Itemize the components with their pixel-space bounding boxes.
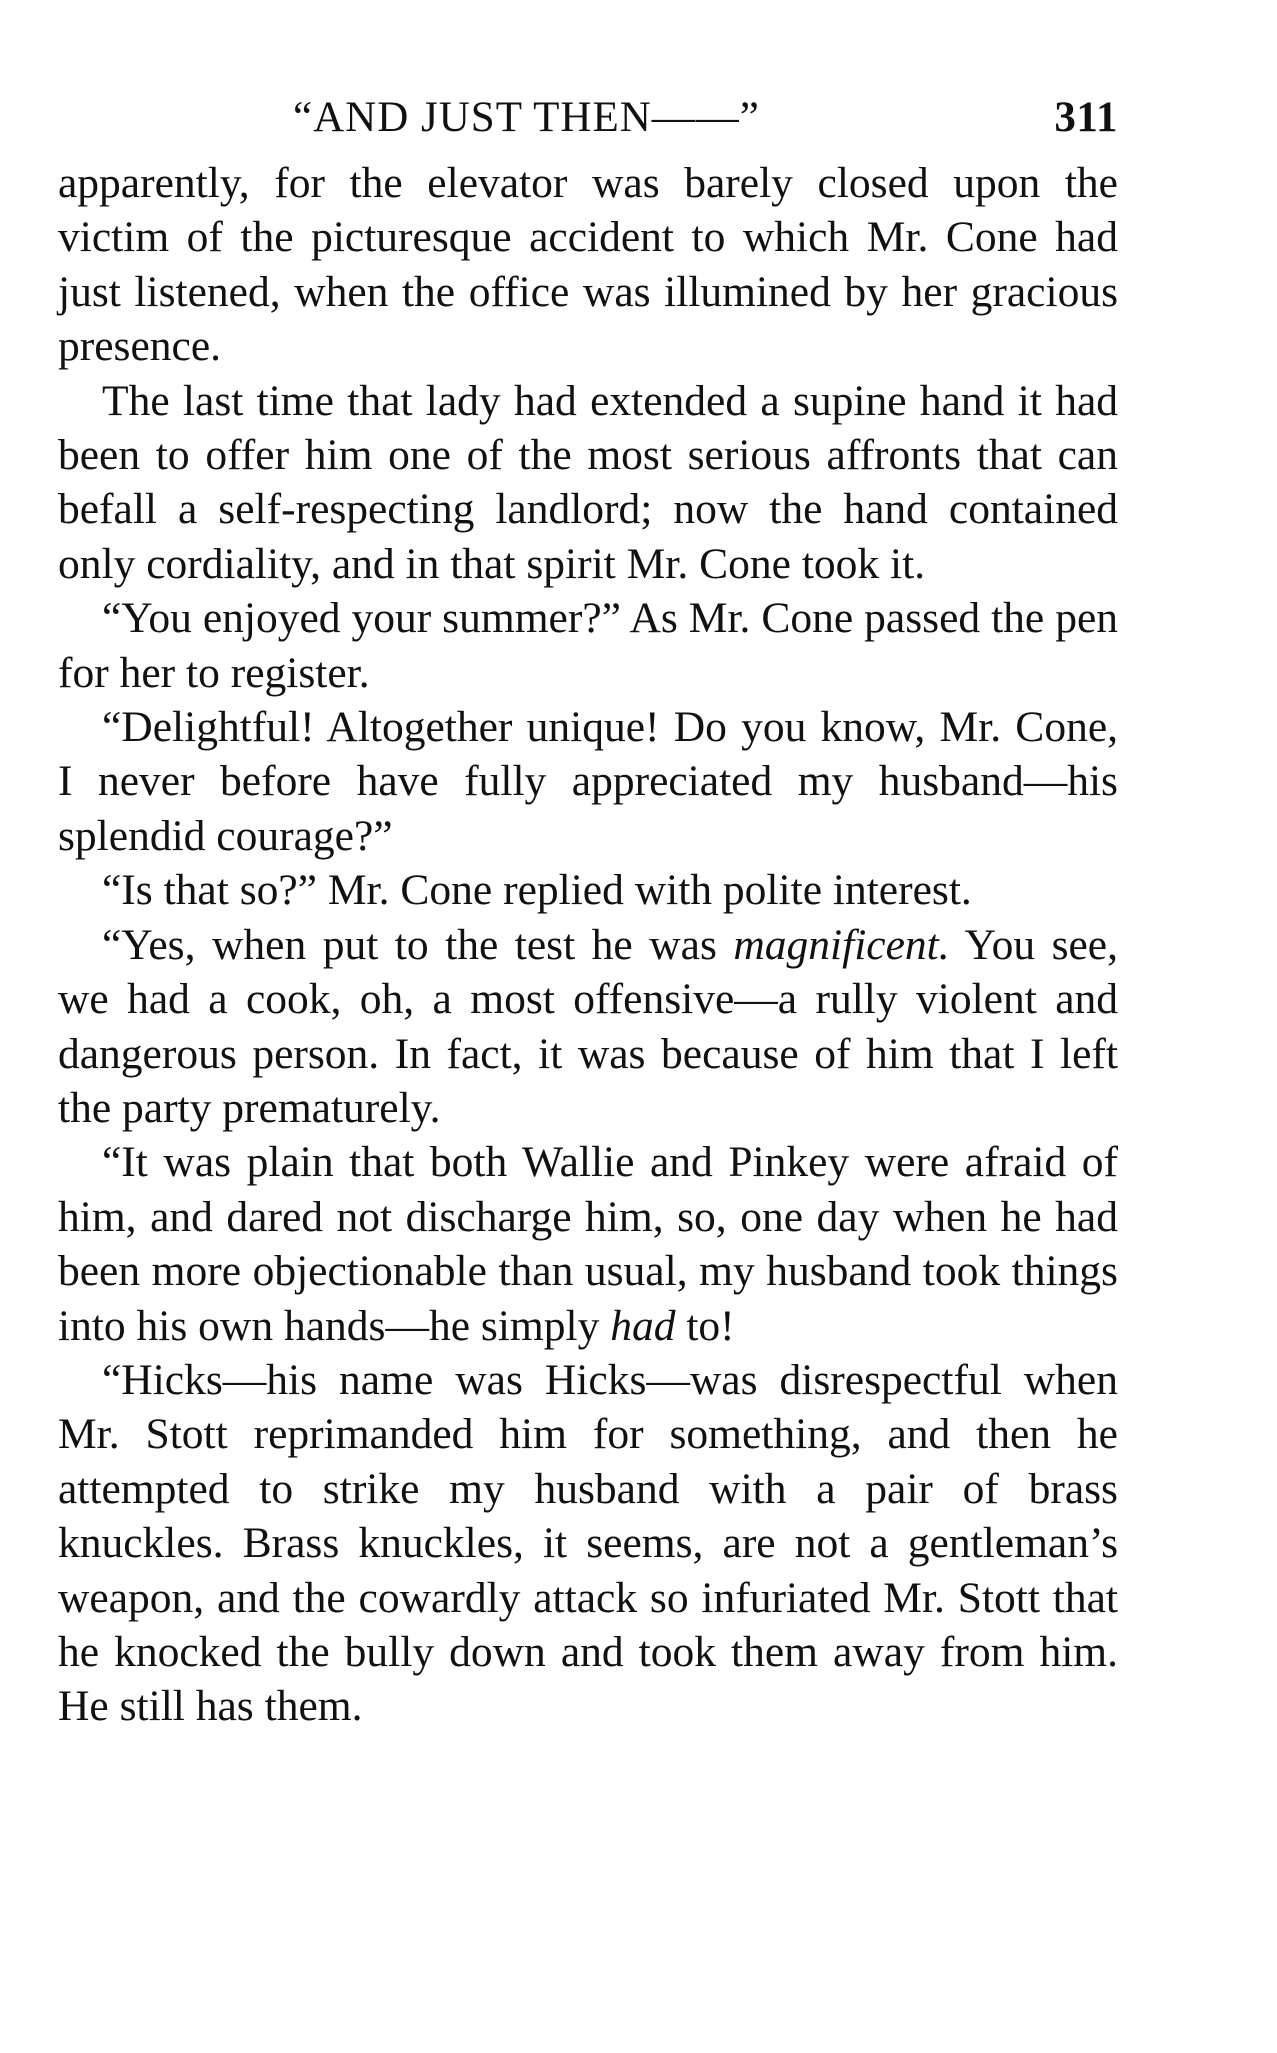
paragraph: “Delightful! Altogether unique! Do you know, Mr. Cone, I never before have fully appreciated my husband—his splendid courage?” [58, 703, 1118, 860]
book-page [58, 88, 1118, 1734]
paragraph [58, 1135, 1118, 1353]
page-number: 311 [1054, 94, 1118, 141]
paragraph: “You enjoyed your summer?” As Mr. Cone passed the pen for her to register. [58, 594, 1118, 697]
body-text [58, 156, 1118, 1734]
paragraph-continued: apparently, for the elevator was barely closed upon the victim of the picturesque accident to which Mr. Cone had just listened, when the office was illumined by her gracious presence. [58, 159, 1118, 371]
text-span: “Yes, when put to the test he was [102, 920, 734, 969]
paragraph [58, 918, 1118, 1136]
paragraph: The last time that lady had extended a supine hand it had been to offer him one of the most serious affronts that can befall a self-respecting landlord; now the hand contained only cordiality, and in that spirit Mr. Cone took it. [58, 376, 1118, 588]
paragraph: “Hicks—his name was Hicks—was disrespectful when Mr. Stott reprimanded him for something, and then he attempted to strike my husband with a pair of brass knuckles. Brass knuckles, it seems, are not a gentleman’s weapon, and the cowardly attack so infuriated Mr. Stott that he knocked the bully down and took them away from him. He still has them. [58, 1355, 1118, 1731]
text-span: You see, we had a cook, oh, a most offensive—a rully violent and dangerous person. In fact, it was because of him that I left the party prematurely. [58, 920, 1118, 1132]
running-head [58, 88, 1118, 148]
text-span: to! [675, 1301, 735, 1350]
italic-text: had [610, 1301, 676, 1350]
paragraph: “Is that so?” Mr. Cone replied with polite interest. [102, 866, 972, 915]
italic-text: magnificent. [733, 920, 950, 969]
text-span: “It was plain that both Wallie and Pinkey were afraid of him, and dared not discharge him, so, one day when he had been more objectionable than usual, my husband took things into his own hands—he simply [58, 1138, 1118, 1350]
running-title: “AND JUST THEN——” [293, 94, 760, 141]
